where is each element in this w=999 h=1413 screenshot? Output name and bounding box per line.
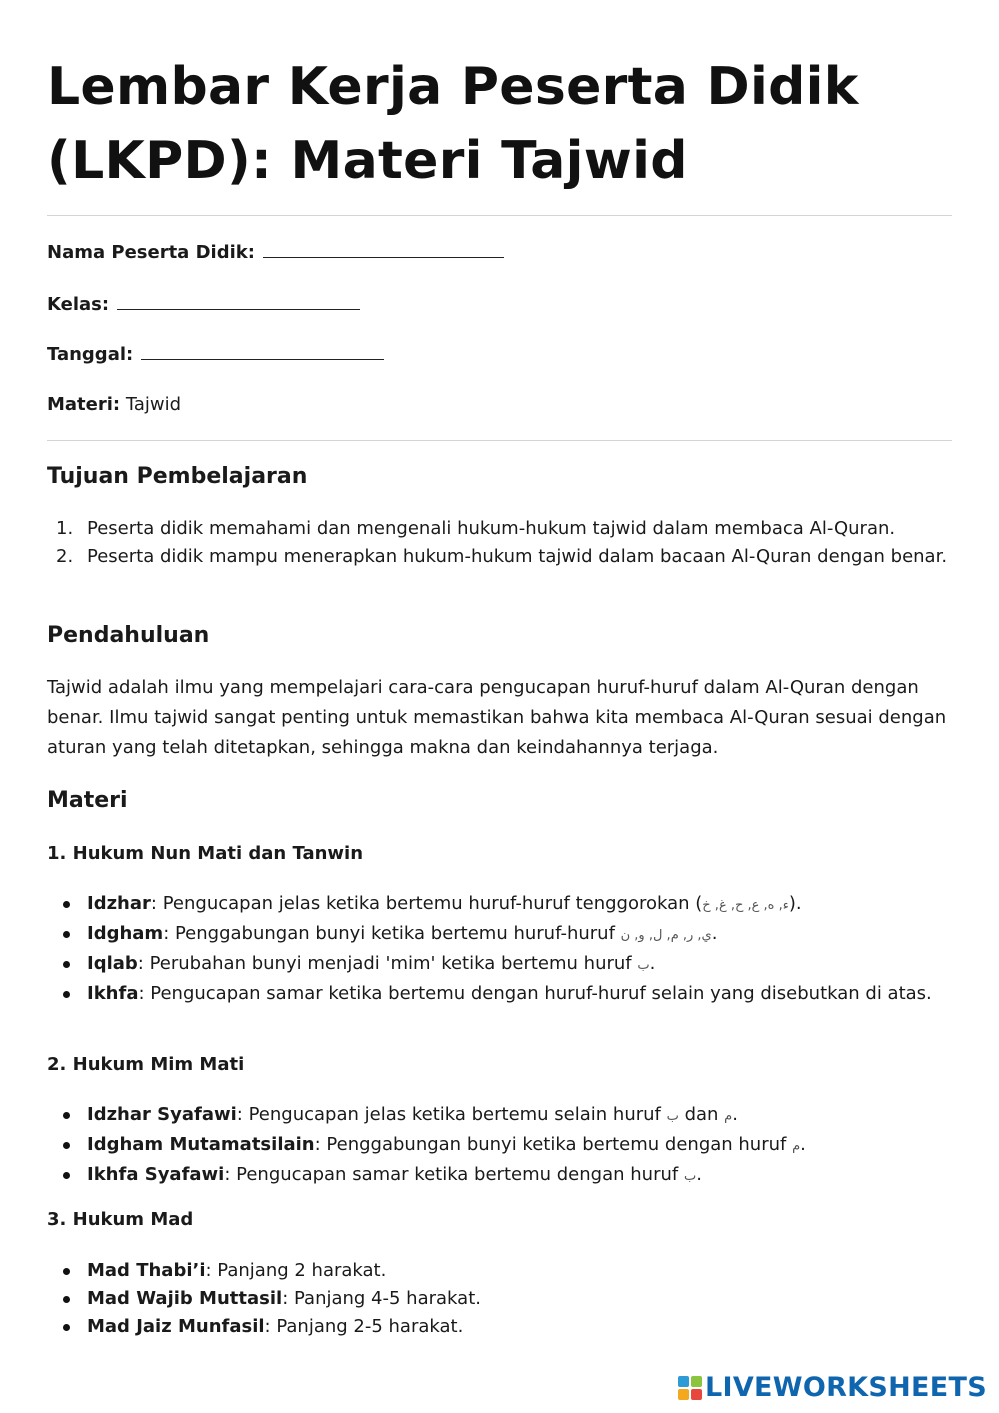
term: Ikhfa Syafawi [87, 1164, 225, 1185]
list-item [47, 1257, 952, 1285]
term: Mad Wajib Muttasil [87, 1288, 283, 1309]
logo-text: LIVEWORKSHEETS [704, 1372, 987, 1403]
definition: : Pengucapan jelas ketika bertemu huruf-huruf tenggorokan ( [150, 893, 703, 914]
kelas-field [47, 291, 360, 317]
tanggal-label: Tanggal: [47, 344, 134, 365]
arabic-letters: ب [666, 1109, 679, 1124]
list-item [47, 920, 952, 950]
term: Mad Jaiz Munfasil [87, 1316, 265, 1337]
list-item [47, 1101, 952, 1131]
bullet-icon [63, 931, 70, 938]
arabic-letters: ب [683, 1169, 697, 1184]
logo-square-green [691, 1376, 702, 1387]
bullet-icon [63, 901, 70, 908]
definition-end: . [732, 1104, 738, 1125]
term: Idzhar [87, 893, 151, 914]
bullet-icon [63, 1296, 70, 1303]
term: Iqlab [87, 953, 138, 974]
arabic-letters: ي, ر, م, ل, و, ن [620, 928, 712, 943]
definition-mid: dan [678, 1104, 725, 1125]
bullet-icon [63, 961, 70, 968]
list-item-text: Peserta didik mampu menerapkan hukum-hukum tajwid dalam bacaan Al-Quran dengan benar. [87, 546, 948, 567]
definition: : Panjang 4-5 harakat. [282, 1288, 481, 1309]
list-item [47, 980, 952, 1008]
term: Ikhfa [87, 983, 139, 1004]
term: Idgham [87, 923, 164, 944]
definition: : Penggabungan bunyi ketika bertemu dengan huruf [314, 1134, 793, 1155]
bullet-icon [63, 1142, 70, 1149]
arabic-letters: ء, ه, ع, ح, غ, خ [702, 898, 789, 913]
term: Idgham Mutamatsilain [87, 1134, 315, 1155]
bullet-icon [63, 991, 70, 998]
tujuan-list [47, 515, 952, 571]
list-item-text: Peserta didik memahami dan mengenali hukum-hukum tajwid dalam membaca Al-Quran. [87, 518, 896, 539]
kelas-input-line[interactable] [117, 291, 360, 310]
list-item [47, 1285, 952, 1313]
list-item-number: 1. [56, 518, 74, 539]
list-item [47, 950, 952, 980]
pendahuluan-heading: Pendahuluan [47, 623, 210, 648]
tanggal-field [47, 341, 384, 367]
mim-mati-list [47, 1101, 952, 1191]
fields-divider [47, 440, 952, 441]
section-title: 3. Hukum Mad [47, 1209, 194, 1230]
liveworksheets-logo-icon [678, 1376, 702, 1400]
mad-list [47, 1257, 952, 1341]
definition-end: . [696, 1164, 702, 1185]
section-title: 1. Hukum Nun Mati dan Tanwin [47, 843, 364, 864]
list-item [47, 515, 952, 543]
arabic-letters: م [724, 1109, 733, 1124]
pendahuluan-text: Tajwid adalah ilmu yang mempelajari cara-cara pengucapan huruf-huruf dalam Al-Quran dengan benar. Ilmu tajwid sangat penting untuk memastikan bahwa kita membaca Al-Quran sesuai dengan aturan yang telah ditetapkan, sehingga makna dan keindahannya terjaga. [47, 677, 947, 758]
bullet-icon [63, 1324, 70, 1331]
definition: : Panjang 2-5 harakat. [264, 1316, 464, 1337]
definition-end: ). [788, 893, 802, 914]
list-item-number: 2. [56, 546, 74, 567]
logo-square-red [691, 1389, 702, 1400]
nun-mati-list [47, 890, 952, 1008]
nama-label: Nama Peserta Didik: [47, 242, 255, 263]
nama-input-line[interactable] [263, 239, 504, 258]
definition: : Pengucapan jelas ketika bertemu selain huruf [236, 1104, 667, 1125]
logo-square-blue [678, 1376, 689, 1387]
tujuan-heading: Tujuan Pembelajaran [47, 464, 308, 489]
definition-end: . [711, 923, 718, 944]
bullet-icon [63, 1112, 70, 1119]
bullet-icon [63, 1268, 70, 1275]
materi-label: Materi: [47, 394, 121, 415]
definition: : Perubahan bunyi menjadi 'mim' ketika bertemu huruf [137, 953, 638, 974]
list-item [47, 890, 952, 920]
materi-field [47, 393, 181, 417]
section-title: 2. Hukum Mim Mati [47, 1054, 245, 1075]
list-item [47, 1161, 952, 1191]
nama-field [47, 239, 504, 265]
arabic-letters: ب [637, 958, 650, 973]
logo-square-orange [678, 1389, 689, 1400]
list-item [47, 1313, 952, 1341]
materi-heading: Materi [47, 788, 128, 813]
definition-end: . [649, 953, 656, 974]
definition: : Pengucapan samar ketika bertemu dengan huruf-huruf selain yang disebutkan di atas. [138, 983, 932, 1004]
materi-value: Tajwid [125, 394, 182, 415]
title-divider [47, 215, 952, 216]
definition: : Pengucapan samar ketika bertemu dengan huruf [224, 1164, 684, 1185]
tanggal-input-line[interactable] [141, 341, 384, 360]
kelas-label: Kelas: [47, 294, 110, 315]
term: Idzhar Syafawi [87, 1104, 237, 1125]
liveworksheets-logo[interactable] [678, 1372, 987, 1403]
term: Mad Thabi’i [87, 1260, 206, 1281]
definition-end: . [800, 1134, 806, 1155]
bullet-icon [63, 1172, 70, 1179]
definition: : Panjang 2 harakat. [205, 1260, 387, 1281]
arabic-letters: م [792, 1139, 801, 1154]
list-item [47, 543, 952, 571]
page-title: Lembar Kerja Peserta Didik (LKPD): Materi Tajwid [47, 57, 859, 191]
list-item [47, 1131, 952, 1161]
definition: : Penggabungan bunyi ketika bertemu huruf-huruf [163, 923, 621, 944]
